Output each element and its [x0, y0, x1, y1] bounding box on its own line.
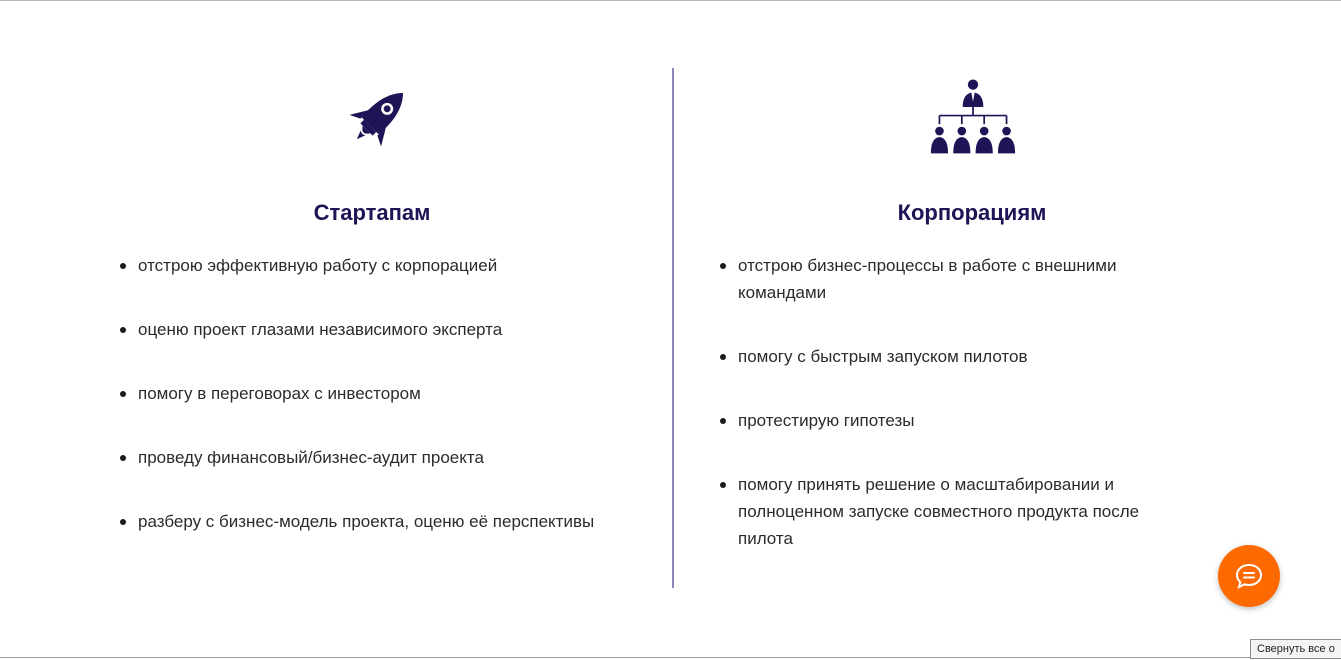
- list-item: отстрою эффективную работу с корпорацией: [110, 252, 650, 279]
- tooltip: Свернуть все о: [1250, 639, 1341, 659]
- corporations-benefits-list: [710, 252, 1180, 589]
- org-chart-icon: [930, 76, 1016, 162]
- column-divider: [672, 68, 674, 588]
- list-item: протестирую гипотезы: [710, 407, 1180, 434]
- bottom-border: [0, 657, 1341, 658]
- list-item: помогу в переговорах с инвестором: [110, 380, 650, 407]
- chat-button[interactable]: [1218, 545, 1280, 607]
- top-border: [0, 0, 1341, 1]
- startups-title: Стартапам: [313, 200, 431, 225]
- list-item: проведу финансовый/бизнес-аудит проекта: [110, 444, 650, 471]
- list-item: разберу с бизнес-модель проекта, оценю её перспективы: [110, 508, 650, 535]
- list-item: оценю проект глазами независимого эксперта: [110, 316, 650, 343]
- rocket-icon: [332, 78, 418, 164]
- list-item: помогу принять решение о масштабировании и полноценном запуске совместного продукта после пилота: [710, 471, 1180, 552]
- startups-benefits-list: [110, 252, 650, 572]
- list-item: помогу с быстрым запуском пилотов: [710, 343, 1180, 370]
- chat-bubble-icon: [1234, 561, 1264, 591]
- list-item: отстрою бизнес-процессы в работе с внешними командами: [710, 252, 1180, 306]
- corporations-title: Корпорациям: [897, 200, 1047, 225]
